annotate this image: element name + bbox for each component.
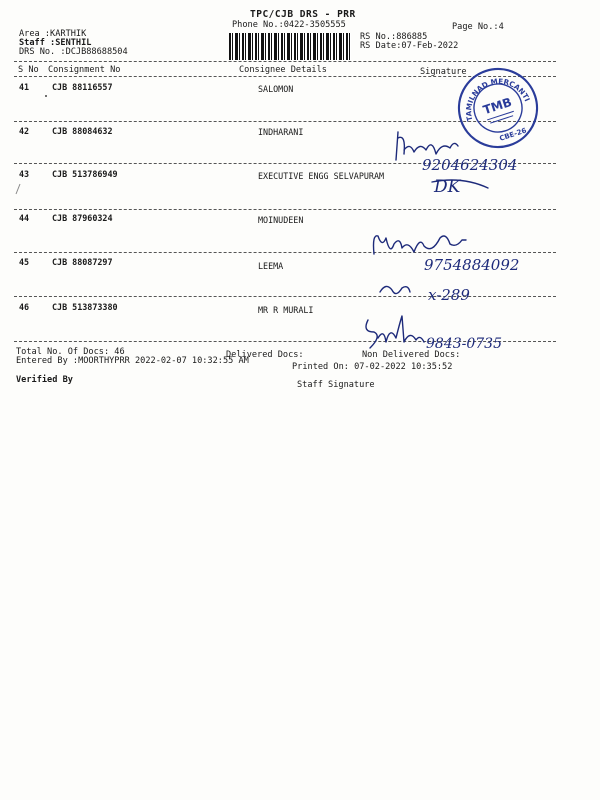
row-43-consignment: CJB 513786949 xyxy=(52,169,118,179)
signature-row-44-45 xyxy=(366,226,546,308)
column-header-consignee: Consignee Details xyxy=(239,65,327,75)
row-46-sno: 46 xyxy=(19,302,30,312)
staff-signature-label: Staff Signature xyxy=(297,380,375,390)
drs-number: DRS No. :DCJB88688504 xyxy=(19,47,128,57)
row-41-consignment: CJB 88116557 xyxy=(52,82,113,92)
header-divider-top xyxy=(14,61,556,62)
row-45-consignee: LEEMA xyxy=(258,261,284,271)
row-44-consignment: CJB 87960324 xyxy=(52,213,113,223)
handwritten-note-row-45: x-289 xyxy=(428,286,470,304)
column-header-consignment: Consignment No xyxy=(48,65,121,75)
svg-text:TAMILNAD MERCANTILE BANK LTD xyxy=(456,66,533,126)
delivered-docs: Delivered Docs: xyxy=(226,350,304,360)
row-43-sno: 43 xyxy=(19,169,30,179)
page-number: Page No.:4 xyxy=(452,22,504,32)
phone-number: Phone No.:0422-3505555 xyxy=(232,20,346,30)
entered-by: Entered By :MOORTHYPRR 2022-02-07 10:32:55 AM xyxy=(16,356,249,366)
row-46-consignee: MR R MURALI xyxy=(258,305,314,315)
stamp-bottom-text: CBE-26 xyxy=(498,126,528,143)
row-45-sno: 45 xyxy=(19,257,30,267)
verified-by: Verified By xyxy=(16,375,73,385)
rs-number: RS No.:886885 xyxy=(360,32,428,42)
row-divider xyxy=(14,209,556,210)
document-title: TPC/CJB DRS - PRR xyxy=(250,9,356,20)
area-label: Area :KARTHIK xyxy=(19,29,87,39)
printed-on: Printed On: 07-02-2022 10:35:52 xyxy=(292,362,453,372)
row-43-consignee: EXECUTIVE ENGG SELVAPURAM xyxy=(258,171,385,181)
handwritten-number-row-45: 9754884092 xyxy=(424,256,520,274)
column-header-signature: Signature xyxy=(420,67,467,77)
stamp-center-text: TMB xyxy=(481,94,514,118)
non-delivered-docs: Non Delivered Docs: xyxy=(362,350,461,360)
row-45-consignment: CJB 88087297 xyxy=(52,257,113,267)
row-42-sno: 42 xyxy=(19,126,30,136)
stamp-ring-text: TAMILNAD MERCANTILE xyxy=(464,76,532,123)
barcode xyxy=(229,33,351,60)
stray-mark xyxy=(14,180,26,196)
handwritten-initials-row-43: DK xyxy=(434,177,461,197)
row-46-consignment: CJB 513873380 xyxy=(52,302,118,312)
row-41-consignee: SALOMON xyxy=(258,84,294,94)
column-header-sno: S No xyxy=(18,65,39,75)
rs-date: RS Date:07-Feb-2022 xyxy=(360,41,459,51)
handwritten-number-row-42: 9204624304 xyxy=(422,156,518,174)
total-docs: Total No. Of Docs: 46 xyxy=(16,347,125,357)
stray-mark xyxy=(44,90,54,100)
signature-row-46 xyxy=(360,308,536,360)
handwritten-number-row-46: 9843-0735 xyxy=(426,336,502,352)
row-44-sno: 44 xyxy=(19,213,30,223)
row-42-consignment: CJB 88084632 xyxy=(52,126,113,136)
row-42-consignee: INDHARANI xyxy=(258,127,304,137)
row-44-consignee: MOINUDEEN xyxy=(258,215,304,225)
signature-row-42 xyxy=(392,124,552,204)
row-41-sno: 41 xyxy=(19,82,30,92)
staff-label: Staff :SENTHIL xyxy=(19,38,92,48)
